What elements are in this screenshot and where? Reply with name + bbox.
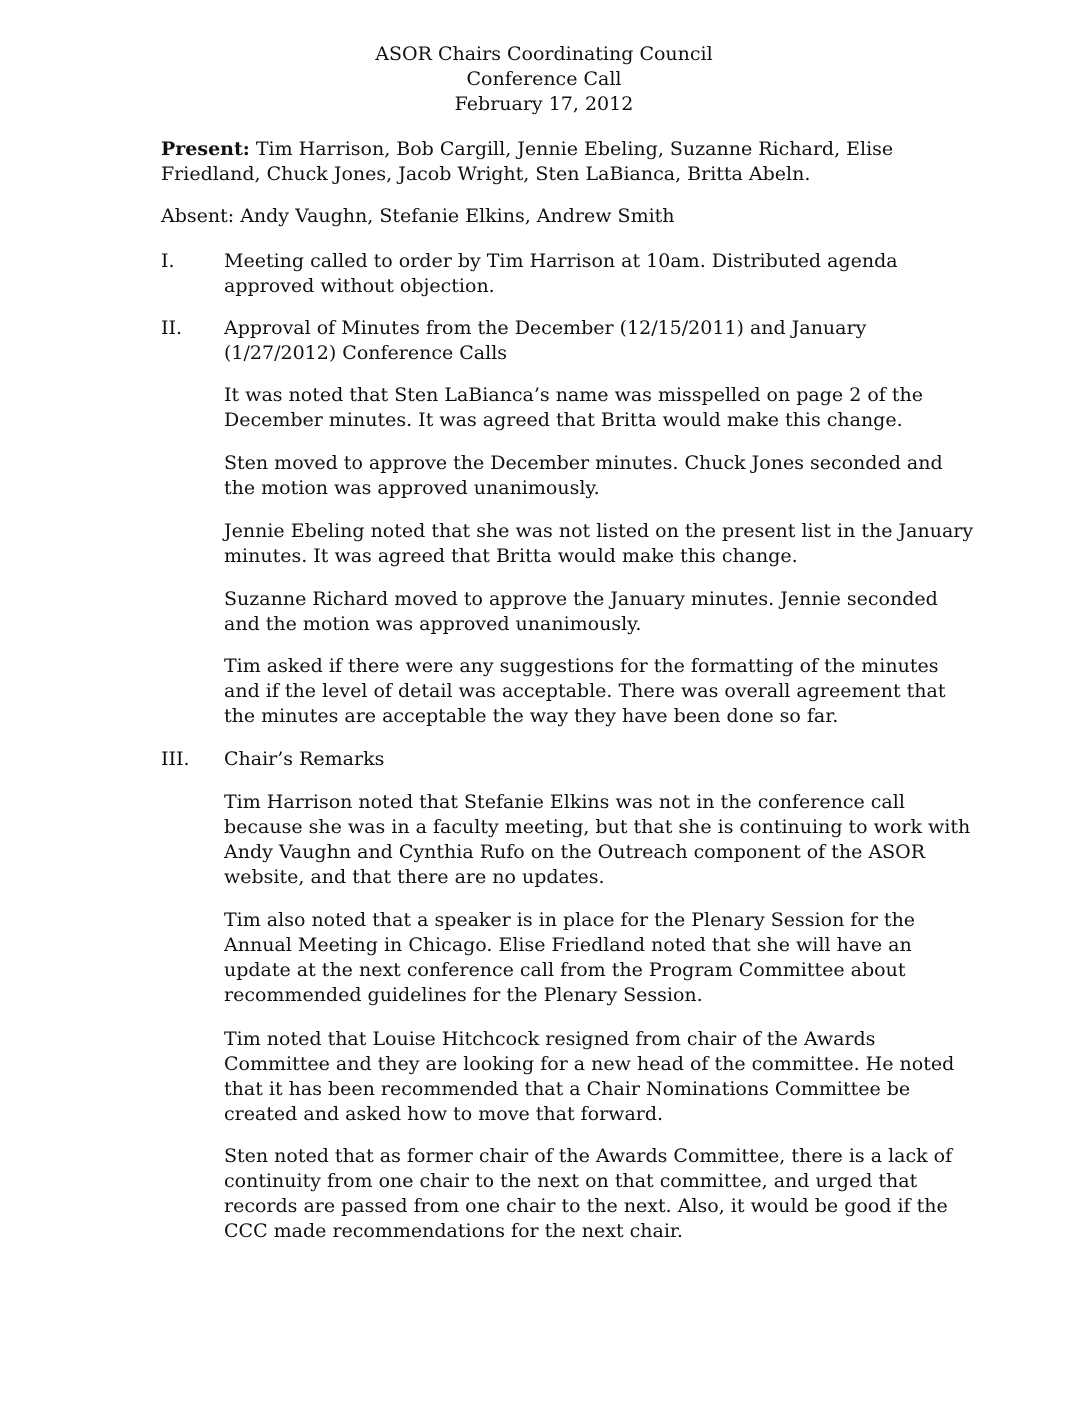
text-line: website, and that there are no updates. bbox=[224, 866, 605, 888]
section-3-paragraph-2 bbox=[224, 908, 936, 1008]
text-line: created and asked how to move that forward. bbox=[224, 1103, 664, 1125]
present-label: Present: bbox=[161, 138, 250, 160]
text-line: and if the level of detail was acceptable. There was overall agreement that bbox=[224, 680, 946, 702]
text-line: December minutes. It was agreed that Britta would make this change. bbox=[224, 409, 903, 431]
section-3-paragraph-1 bbox=[224, 790, 971, 890]
section-3-numeral: III. bbox=[161, 748, 190, 770]
section-1-numeral: I. bbox=[161, 250, 175, 272]
header-title: ASOR Chairs Coordinating Council bbox=[375, 43, 713, 65]
text-line: (1/27/2012) Conference Calls bbox=[224, 342, 508, 364]
present-names-line1: Tim Harrison, Bob Cargill, Jennie Ebeling, Suzanne Richard, Elise bbox=[249, 138, 894, 160]
text-line: and the motion was approved unanimously. bbox=[224, 613, 642, 635]
text-line: Tim asked if there were any suggestions for the formatting of the minutes bbox=[224, 655, 939, 677]
text-line: that it has been recommended that a Chair Nominations Committee be bbox=[224, 1078, 911, 1100]
section-3-paragraph-3 bbox=[224, 1027, 955, 1127]
text-line: Andy Vaughn and Cynthia Rufo on the Outreach component of the ASOR bbox=[224, 841, 926, 863]
present-names-line2: Friedland, Chuck Jones, Jacob Wright, Sten LaBianca, Britta Abeln. bbox=[161, 163, 811, 185]
text-line: Tim Harrison noted that Stefanie Elkins was not in the conference call bbox=[224, 791, 905, 813]
text-line: Meeting called to order by Tim Harrison at 10am. Distributed agenda bbox=[224, 250, 898, 272]
text-line: the motion was approved unanimously. bbox=[224, 477, 600, 499]
text-line: Approval of Minutes from the December (12/15/2011) and January bbox=[224, 317, 867, 339]
text-line: update at the next conference call from the Program Committee about bbox=[224, 959, 906, 981]
section-3-paragraph-4 bbox=[224, 1144, 953, 1244]
text-line: Suzanne Richard moved to approve the January minutes. Jennie seconded bbox=[224, 588, 938, 610]
section-2-paragraph-4 bbox=[224, 587, 936, 637]
text-line: recommended guidelines for the Plenary Session. bbox=[224, 984, 703, 1006]
section-2-paragraph-3 bbox=[224, 519, 974, 569]
absent-text: Absent: Andy Vaughn, Stefanie Elkins, Andrew Smith bbox=[161, 205, 675, 227]
text-line: minutes. It was agreed that Britta would make this change. bbox=[224, 545, 798, 567]
section-2-heading bbox=[224, 316, 936, 366]
section-2-paragraph-5 bbox=[224, 654, 946, 729]
section-2-paragraph-1 bbox=[224, 383, 936, 433]
document-header bbox=[0, 42, 1088, 117]
section-1-text bbox=[224, 249, 936, 299]
text-line: CCC made recommendations for the next chair. bbox=[224, 1220, 683, 1242]
header-date: February 17, 2012 bbox=[454, 93, 634, 115]
section-3-heading bbox=[224, 747, 936, 772]
absent-list bbox=[161, 204, 931, 229]
text-line: approved without objection. bbox=[224, 275, 495, 297]
text-line: records are passed from one chair to the next. Also, it would be good if the bbox=[224, 1195, 948, 1217]
section-2-paragraph-2 bbox=[224, 451, 943, 501]
text-line: continuity from one chair to the next on that committee, and urged that bbox=[224, 1170, 918, 1192]
section-2-numeral: II. bbox=[161, 317, 183, 339]
text-line: Jennie Ebeling noted that she was not listed on the present list in the January bbox=[224, 520, 974, 542]
header-subtitle: Conference Call bbox=[466, 68, 622, 90]
text-line: because she was in a faculty meeting, but that she is continuing to work with bbox=[224, 816, 971, 838]
text-line: Sten noted that as former chair of the Awards Committee, there is a lack of bbox=[224, 1145, 953, 1167]
text-line: Chair’s Remarks bbox=[224, 748, 385, 770]
text-line: Tim also noted that a speaker is in place for the Plenary Session for the bbox=[224, 909, 916, 931]
text-line: It was noted that Sten LaBianca’s name was misspelled on page 2 of the bbox=[224, 384, 923, 406]
text-line: Sten moved to approve the December minutes. Chuck Jones seconded and bbox=[224, 452, 943, 474]
present-list bbox=[161, 137, 931, 187]
text-line: Committee and they are looking for a new head of the committee. He noted bbox=[224, 1053, 955, 1075]
text-line: Annual Meeting in Chicago. Elise Friedland noted that she will have an bbox=[224, 934, 912, 956]
text-line: the minutes are acceptable the way they have been done so far. bbox=[224, 705, 839, 727]
text-line: Tim noted that Louise Hitchcock resigned from chair of the Awards bbox=[224, 1028, 876, 1050]
